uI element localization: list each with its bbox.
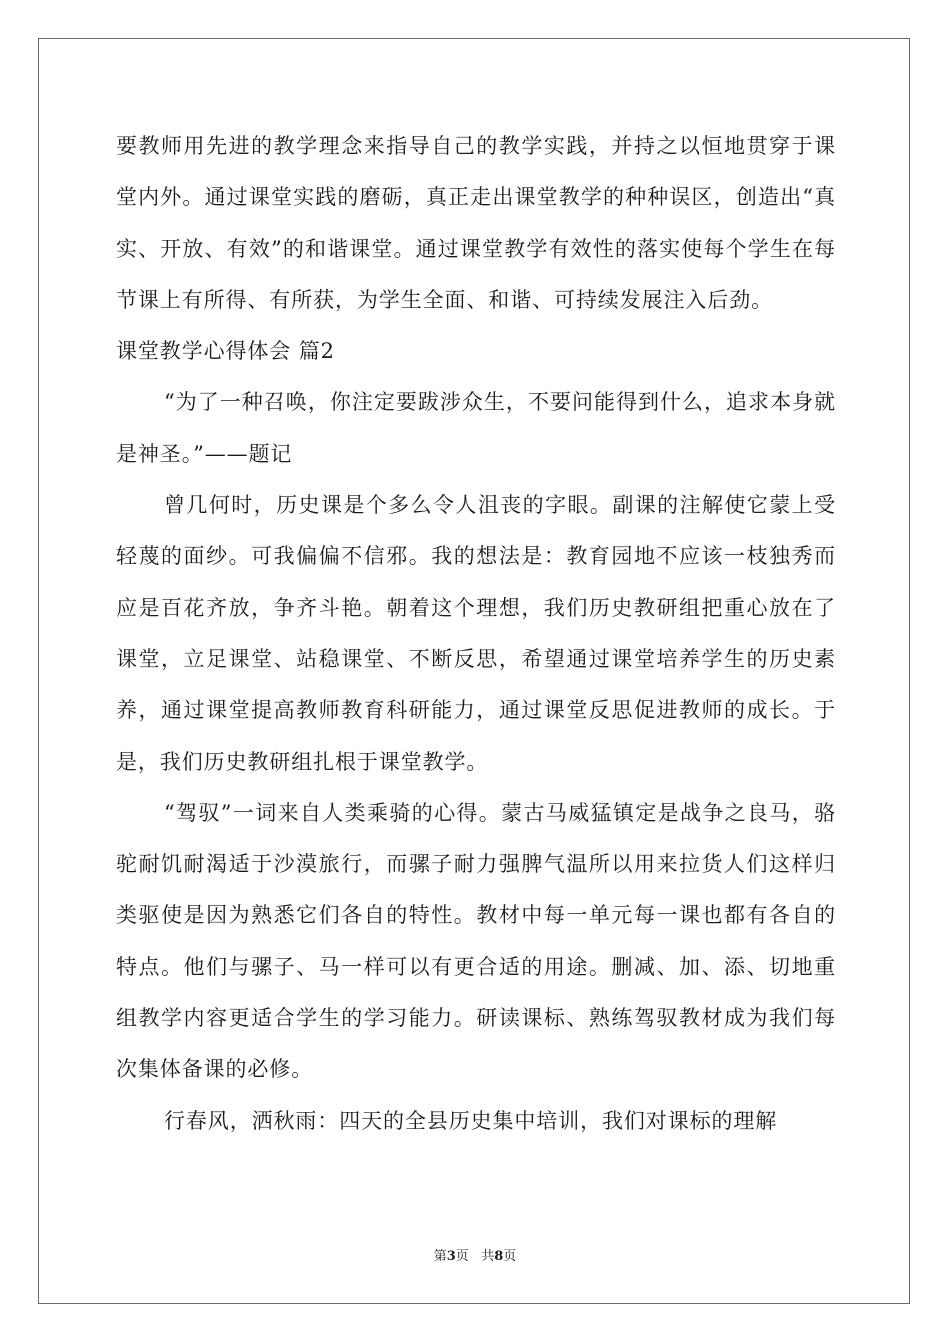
footer-page-suffix: 页 xyxy=(455,1249,469,1264)
footer-total-prefix: 共 xyxy=(481,1249,495,1264)
current-page-number: 3 xyxy=(446,1249,456,1264)
paragraph-training: 行春风，洒秋雨：四天的全县历史集中培训，我们对课标的理解 xyxy=(164,1108,778,1133)
document-body xyxy=(116,121,836,1147)
footer-total-suffix: 页 xyxy=(503,1249,517,1264)
paragraph-mastery: “驾驭”一词来自人类乘骑的心得。蒙古马威猛镇定是战争之良马，骆驼耐饥耐渴适于沙漠旅行，而骡子耐力强脾气温所以用来拉货人们这样归类驱使是因为熟悉它们各自的特性。教材中每一单元每一课也都有各自的特点。他们与骡子、马一样可以有更合适的用途。删减、加、添、切地重组教学内容更适合学生的学习能力。研读课标、熟练驾驭教材成为我们每次集体备课的必修。 xyxy=(116,800,836,1082)
paragraph-epigraph: “为了一种召唤，你注定要跋涉众生，不要问能得到什么，追求本身就是神圣。”——题记 xyxy=(116,390,836,466)
total-page-count: 8 xyxy=(494,1249,504,1264)
page-footer xyxy=(0,1245,950,1264)
footer-prefix: 第 xyxy=(433,1249,447,1264)
paragraph-continuation: 要教师用先进的教学理念来指导自己的教学实践，并持之以恒地贯穿于课堂内外。通过课堂实践的磨砺，真正走出课堂教学的种种误区，创造出“真实、开放、有效”的和谐课堂。通过课堂教学有效性的落实使每个学生在每节课上有所得、有所获，为学生全面、和谐、可持续发展注入后劲。 xyxy=(116,134,836,312)
section-heading: 课堂教学心得体会 篇2 xyxy=(116,339,335,364)
paragraph-history-class: 曾几何时，历史课是个多么令人沮丧的字眼。副课的注解使它蒙上受轻蔑的面纱。可我偏偏不信邪。我的想法是：教育园地不应该一枝独秀而应是百花齐放，争齐斗艳。朝着这个理想，我们历史教研组把重心放在了课堂，立足课堂、站稳课堂、不断反思，希望通过课堂培养学生的历史素养，通过课堂提高教师教育科研能力，通过课堂反思促进教师的成长。于是，我们历史教研组扎根于课堂教学。 xyxy=(116,493,836,774)
